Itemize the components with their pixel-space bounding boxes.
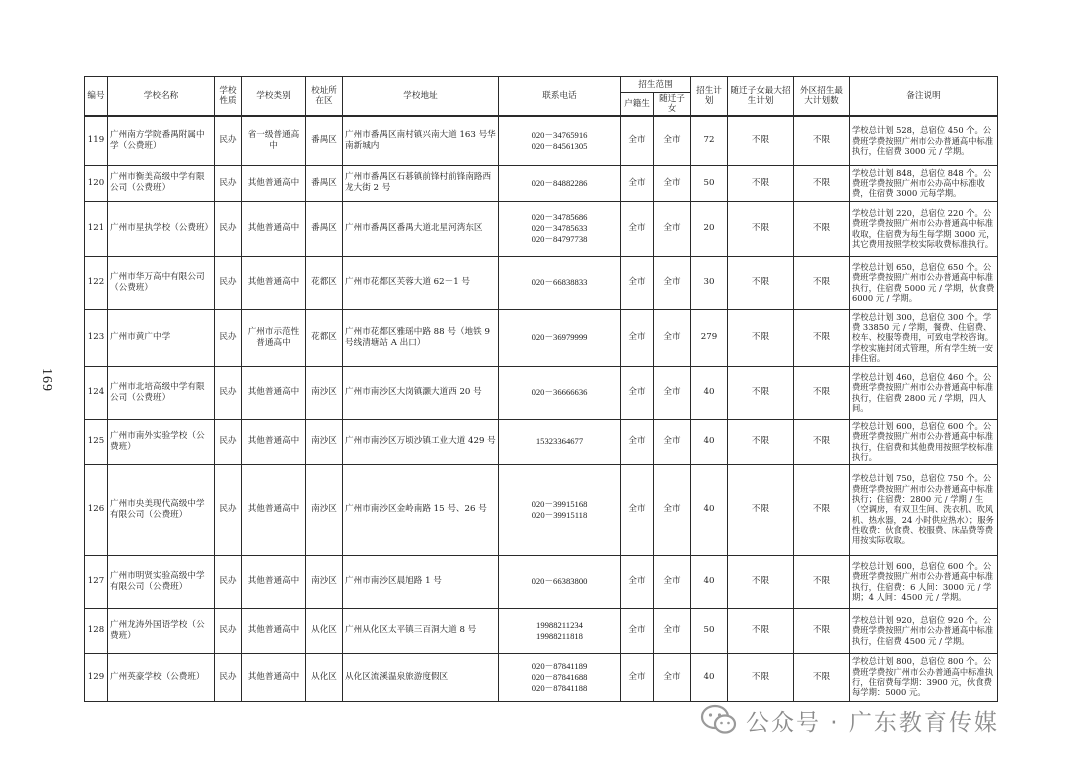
scope-hukou: 全市 xyxy=(621,419,654,464)
phone-numbers xyxy=(499,464,621,555)
scope-hukou: 全市 xyxy=(621,116,654,165)
school-name: 广州市黄广中学 xyxy=(108,309,215,366)
other-district-max: 不限 xyxy=(794,309,850,366)
enrollment-plan: 30 xyxy=(691,256,728,309)
table-row xyxy=(85,464,998,555)
enrollment-plan: 50 xyxy=(691,608,728,653)
notes: 学校总计划 220，总宿位 220 个。公费班学费按照广州市公办普通高中标准收取，住宿费为每生每学期 3000 元，其它费用按照学校实际收费标准执行。 xyxy=(850,201,998,256)
school-address: 广州市番禺区番禺大道北星河湾东区 xyxy=(343,201,499,256)
school-nature: 民办 xyxy=(215,165,242,201)
migrant-max: 不限 xyxy=(728,419,794,464)
header-phone: 联系电话 xyxy=(499,77,621,117)
header-school-category: 学校类别 xyxy=(242,77,306,117)
phone-number: 020－34785633 xyxy=(531,223,588,233)
enrollment-plan: 50 xyxy=(691,165,728,201)
migrant-max: 不限 xyxy=(728,555,794,608)
scope-migrant: 全市 xyxy=(654,608,691,653)
phone-number: 15323364677 xyxy=(535,436,584,446)
phone-number: 020－84561305 xyxy=(531,140,588,151)
school-nature: 民办 xyxy=(215,419,242,464)
row-number: 128 xyxy=(85,608,108,653)
school-name: 广州市央美现代高级中学有限公司（公费班） xyxy=(108,464,215,555)
phone-number: 020－84882286 xyxy=(531,177,588,188)
notes: 学校总计划 650，总宿位 650 个。公费班学费按照广州市公办普通高中标准执行，住宿费 5000 元 / 学期，伙食费 6000 元 / 学期。 xyxy=(850,256,998,309)
row-number: 126 xyxy=(85,464,108,555)
phone-number: 020－84797738 xyxy=(531,234,588,244)
header-other-district-max: 外区招生最大计划数 xyxy=(794,77,850,117)
header-no: 编号 xyxy=(85,77,108,117)
enrollment-plan: 20 xyxy=(691,201,728,256)
phone-number: 020－34765916 xyxy=(531,129,588,140)
phone-number: 020－66383800 xyxy=(531,576,588,586)
scope-hukou: 全市 xyxy=(621,256,654,309)
enrollment-plan: 279 xyxy=(691,309,728,366)
row-number: 127 xyxy=(85,555,108,608)
scope-hukou: 全市 xyxy=(621,653,654,701)
phone-number: 020－87841189 xyxy=(531,660,588,671)
migrant-max: 不限 xyxy=(728,201,794,256)
header-scope-hukou: 户籍生 xyxy=(621,93,654,117)
phone-number: 19988211818 xyxy=(536,630,583,641)
school-address: 广州市南沙区大岗镇灏大道西 20 号 xyxy=(343,366,499,419)
other-district-max: 不限 xyxy=(794,201,850,256)
school-address: 广州市花都区芙蓉大道 62－1 号 xyxy=(343,256,499,309)
notes: 学校总计划 528，总宿位 450 个。公费班学费按照广州市公办普通高中标准执行，住宿费 3000 元 / 学期。 xyxy=(850,116,998,165)
table-row xyxy=(85,165,998,201)
phone-numbers xyxy=(499,116,621,165)
phone-numbers xyxy=(499,653,621,701)
school-name: 广州市南外实验学校（公费班） xyxy=(108,419,215,464)
school-nature: 民办 xyxy=(215,366,242,419)
district: 花都区 xyxy=(306,256,343,309)
notes: 学校总计划 460，总宿位 460 个。公费班学费按照广州市公办普通高中标准执行，住宿费 2800 元 / 学期，四人间。 xyxy=(850,366,998,419)
other-district-max: 不限 xyxy=(794,419,850,464)
watermark xyxy=(700,700,999,740)
phone-number: 020－87841188 xyxy=(531,682,588,693)
page-number: 169 xyxy=(39,368,54,392)
scope-hukou: 全市 xyxy=(621,165,654,201)
district: 从化区 xyxy=(306,608,343,653)
school-category: 其他普通高中 xyxy=(242,555,306,608)
school-address: 广州市南沙区金岭南路 15 号、26 号 xyxy=(343,464,499,555)
school-category: 其他普通高中 xyxy=(242,256,306,309)
school-category: 其他普通高中 xyxy=(242,366,306,419)
other-district-max: 不限 xyxy=(794,116,850,165)
school-name: 广州市北培高级中学有限公司（公费班） xyxy=(108,366,215,419)
other-district-max: 不限 xyxy=(794,555,850,608)
notes: 学校总计划 750，总宿位 750 个。公费班学费按照广州市公办普通高中标准执行；住宿费：2800 元 / 学期 / 生（空调房，有双卫生间、洗衣机、吹风机、热水器，24 小时供应热水）；服务性收费：伙食费、校服费、床品费等费用按实际收取。 xyxy=(850,464,998,555)
phone-numbers xyxy=(499,419,621,464)
watermark-text: 公众号 · 广东教育传媒 xyxy=(746,709,999,736)
school-address: 从化区流溪温泉旅游度假区 xyxy=(343,653,499,701)
table-row xyxy=(85,419,998,464)
scope-migrant: 全市 xyxy=(654,309,691,366)
phone-number: 020－36666636 xyxy=(531,387,588,397)
scope-hukou: 全市 xyxy=(621,555,654,608)
phone-numbers xyxy=(499,366,621,419)
table-row xyxy=(85,555,998,608)
notes: 学校总计划 300，总宿位 300 个。学费 33850 元 / 学期，餐费、住宿费、校车、校服等费用，可致电学校咨询。学校实施封闭式管理，所有学生统一安排住宿。 xyxy=(850,309,998,366)
notes: 学校总计划 920，总宿位 920 个。公费班学费按照广州市公办普通高中标准执行，住宿费 4500 元 / 学期。 xyxy=(850,608,998,653)
table-row xyxy=(85,256,998,309)
phone-numbers xyxy=(499,309,621,366)
header-notes: 备注说明 xyxy=(850,77,998,117)
phone-number: 020－36979999 xyxy=(531,332,588,342)
school-address: 广州市南沙区万顷沙镇工业大道 429 号 xyxy=(343,419,499,464)
phone-numbers xyxy=(499,165,621,201)
school-nature: 民办 xyxy=(215,116,242,165)
scope-migrant: 全市 xyxy=(654,419,691,464)
phone-numbers xyxy=(499,555,621,608)
school-nature: 民办 xyxy=(215,653,242,701)
migrant-max: 不限 xyxy=(728,366,794,419)
row-number: 129 xyxy=(85,653,108,701)
scope-hukou: 全市 xyxy=(621,201,654,256)
row-number: 125 xyxy=(85,419,108,464)
school-name: 广州市星执学校（公费班） xyxy=(108,201,215,256)
district: 南沙区 xyxy=(306,366,343,419)
other-district-max: 不限 xyxy=(794,464,850,555)
school-category: 其他普通高中 xyxy=(242,464,306,555)
other-district-max: 不限 xyxy=(794,608,850,653)
scope-hukou: 全市 xyxy=(621,464,654,555)
scope-migrant: 全市 xyxy=(654,116,691,165)
phone-number: 020－34785686 xyxy=(531,212,588,222)
phone-numbers xyxy=(499,256,621,309)
school-nature: 民办 xyxy=(215,201,242,256)
notes: 学校总计划 600，总宿位 600 个。公费班学费按照广州市公办普通高中标准执行，住宿费：6 人间：3000 元 / 学期；4 人间：4500 元 / 学期。 xyxy=(850,555,998,608)
scope-hukou: 全市 xyxy=(621,309,654,366)
other-district-max: 不限 xyxy=(794,256,850,309)
school-category: 其他普通高中 xyxy=(242,419,306,464)
district: 南沙区 xyxy=(306,464,343,555)
header-address: 学校地址 xyxy=(343,77,499,117)
school-name: 广州龙涛外国语学校（公费班） xyxy=(108,608,215,653)
row-number: 121 xyxy=(85,201,108,256)
header-school-nature: 学校性质 xyxy=(215,77,242,117)
school-nature: 民办 xyxy=(215,256,242,309)
phone-number: 19988211234 xyxy=(536,619,583,630)
district: 南沙区 xyxy=(306,555,343,608)
district: 番禺区 xyxy=(306,201,343,256)
header-migrant-max: 随迁子女最大招生计划 xyxy=(728,77,794,117)
school-category: 省一级普通高中 xyxy=(242,116,306,165)
scope-migrant: 全市 xyxy=(654,256,691,309)
district: 番禺区 xyxy=(306,116,343,165)
migrant-max: 不限 xyxy=(728,653,794,701)
scope-migrant: 全市 xyxy=(654,165,691,201)
migrant-max: 不限 xyxy=(728,165,794,201)
table-row xyxy=(85,366,998,419)
school-category: 其他普通高中 xyxy=(242,201,306,256)
phone-numbers xyxy=(499,201,621,256)
school-address: 广州市花都区雅瑶中路 88 号（地铁 9 号线清塘站 A 出口） xyxy=(343,309,499,366)
row-number: 124 xyxy=(85,366,108,419)
scope-migrant: 全市 xyxy=(654,464,691,555)
migrant-max: 不限 xyxy=(728,608,794,653)
school-nature: 民办 xyxy=(215,608,242,653)
migrant-max: 不限 xyxy=(728,256,794,309)
district: 从化区 xyxy=(306,653,343,701)
enrollment-plan: 40 xyxy=(691,366,728,419)
district: 花都区 xyxy=(306,309,343,366)
school-nature: 民办 xyxy=(215,464,242,555)
table-row xyxy=(85,309,998,366)
migrant-max: 不限 xyxy=(728,464,794,555)
school-category: 其他普通高中 xyxy=(242,653,306,701)
header-district: 校址所在区 xyxy=(306,77,343,117)
migrant-max: 不限 xyxy=(728,116,794,165)
school-address: 广州市南沙区晨旭路 1 号 xyxy=(343,555,499,608)
enrollment-plan: 40 xyxy=(691,419,728,464)
school-category: 其他普通高中 xyxy=(242,165,306,201)
school-category: 广州市示范性普通高中 xyxy=(242,309,306,366)
school-name: 广州市衡美高级中学有限公司（公费班） xyxy=(108,165,215,201)
school-name: 广州英豪学校（公费班） xyxy=(108,653,215,701)
notes: 学校总计划 848，总宿位 848 个。公费班学费按照广州市公办高中标准收费，住宿费 3000 元每学期。 xyxy=(850,165,998,201)
other-district-max: 不限 xyxy=(794,165,850,201)
scope-hukou: 全市 xyxy=(621,366,654,419)
enrollment-plan: 72 xyxy=(691,116,728,165)
migrant-max: 不限 xyxy=(728,309,794,366)
school-nature: 民办 xyxy=(215,555,242,608)
table-row xyxy=(85,653,998,701)
school-name: 广州南方学院番禺附属中学（公费班） xyxy=(108,116,215,165)
scope-migrant: 全市 xyxy=(654,201,691,256)
header-enrollment-scope: 招生范围 xyxy=(621,77,691,93)
scope-migrant: 全市 xyxy=(654,366,691,419)
wechat-icon xyxy=(700,704,738,736)
enrollment-plan: 40 xyxy=(691,653,728,701)
school-category: 其他普通高中 xyxy=(242,608,306,653)
other-district-max: 不限 xyxy=(794,366,850,419)
scope-hukou: 全市 xyxy=(621,608,654,653)
phone-number: 020－39915168 xyxy=(531,498,588,509)
school-address: 广州市番禺区南村镇兴南大道 163 号华南新城内 xyxy=(343,116,499,165)
notes: 学校总计划 600，总宿位 600 个。公费班学费按照广州市公办普通高中标准执行，住宿费和其他费用按照学校标准执行。 xyxy=(850,419,998,464)
table-row xyxy=(85,201,998,256)
phone-numbers xyxy=(499,608,621,653)
phone-number: 020－87841688 xyxy=(531,671,588,682)
school-nature: 民办 xyxy=(215,309,242,366)
scope-migrant: 全市 xyxy=(654,653,691,701)
enrollment-plan: 40 xyxy=(691,464,728,555)
district: 番禺区 xyxy=(306,165,343,201)
school-name: 广州市明贤实验高级中学有限公司（公费班） xyxy=(108,555,215,608)
other-district-max: 不限 xyxy=(794,653,850,701)
phone-number: 020－39915118 xyxy=(531,509,588,520)
district: 南沙区 xyxy=(306,419,343,464)
header-scope-migrant: 随迁子女 xyxy=(654,93,691,117)
phone-number: 020－66838833 xyxy=(531,277,588,287)
notes: 学校总计划 800，总宿位 800 个。公费班学费按广州市公办普通高中标准执行，住宿费每学期：3900 元，伙食费每学期：5000 元。 xyxy=(850,653,998,701)
row-number: 122 xyxy=(85,256,108,309)
header-school-name: 学校名称 xyxy=(108,77,215,117)
school-address: 广州市番禺区石碁镇前锋村前锋南路西龙大街 2 号 xyxy=(343,165,499,201)
school-address: 广州从化区太平镇三百洞大道 8 号 xyxy=(343,608,499,653)
header-plan: 招生计划 xyxy=(691,77,728,117)
table-row xyxy=(85,116,998,165)
table-row xyxy=(85,608,998,653)
row-number: 120 xyxy=(85,165,108,201)
scope-migrant: 全市 xyxy=(654,555,691,608)
row-number: 123 xyxy=(85,309,108,366)
school-admission-table xyxy=(84,76,998,702)
enrollment-plan: 40 xyxy=(691,555,728,608)
school-name: 广州市华万高中有限公司（公费班） xyxy=(108,256,215,309)
row-number: 119 xyxy=(85,116,108,165)
